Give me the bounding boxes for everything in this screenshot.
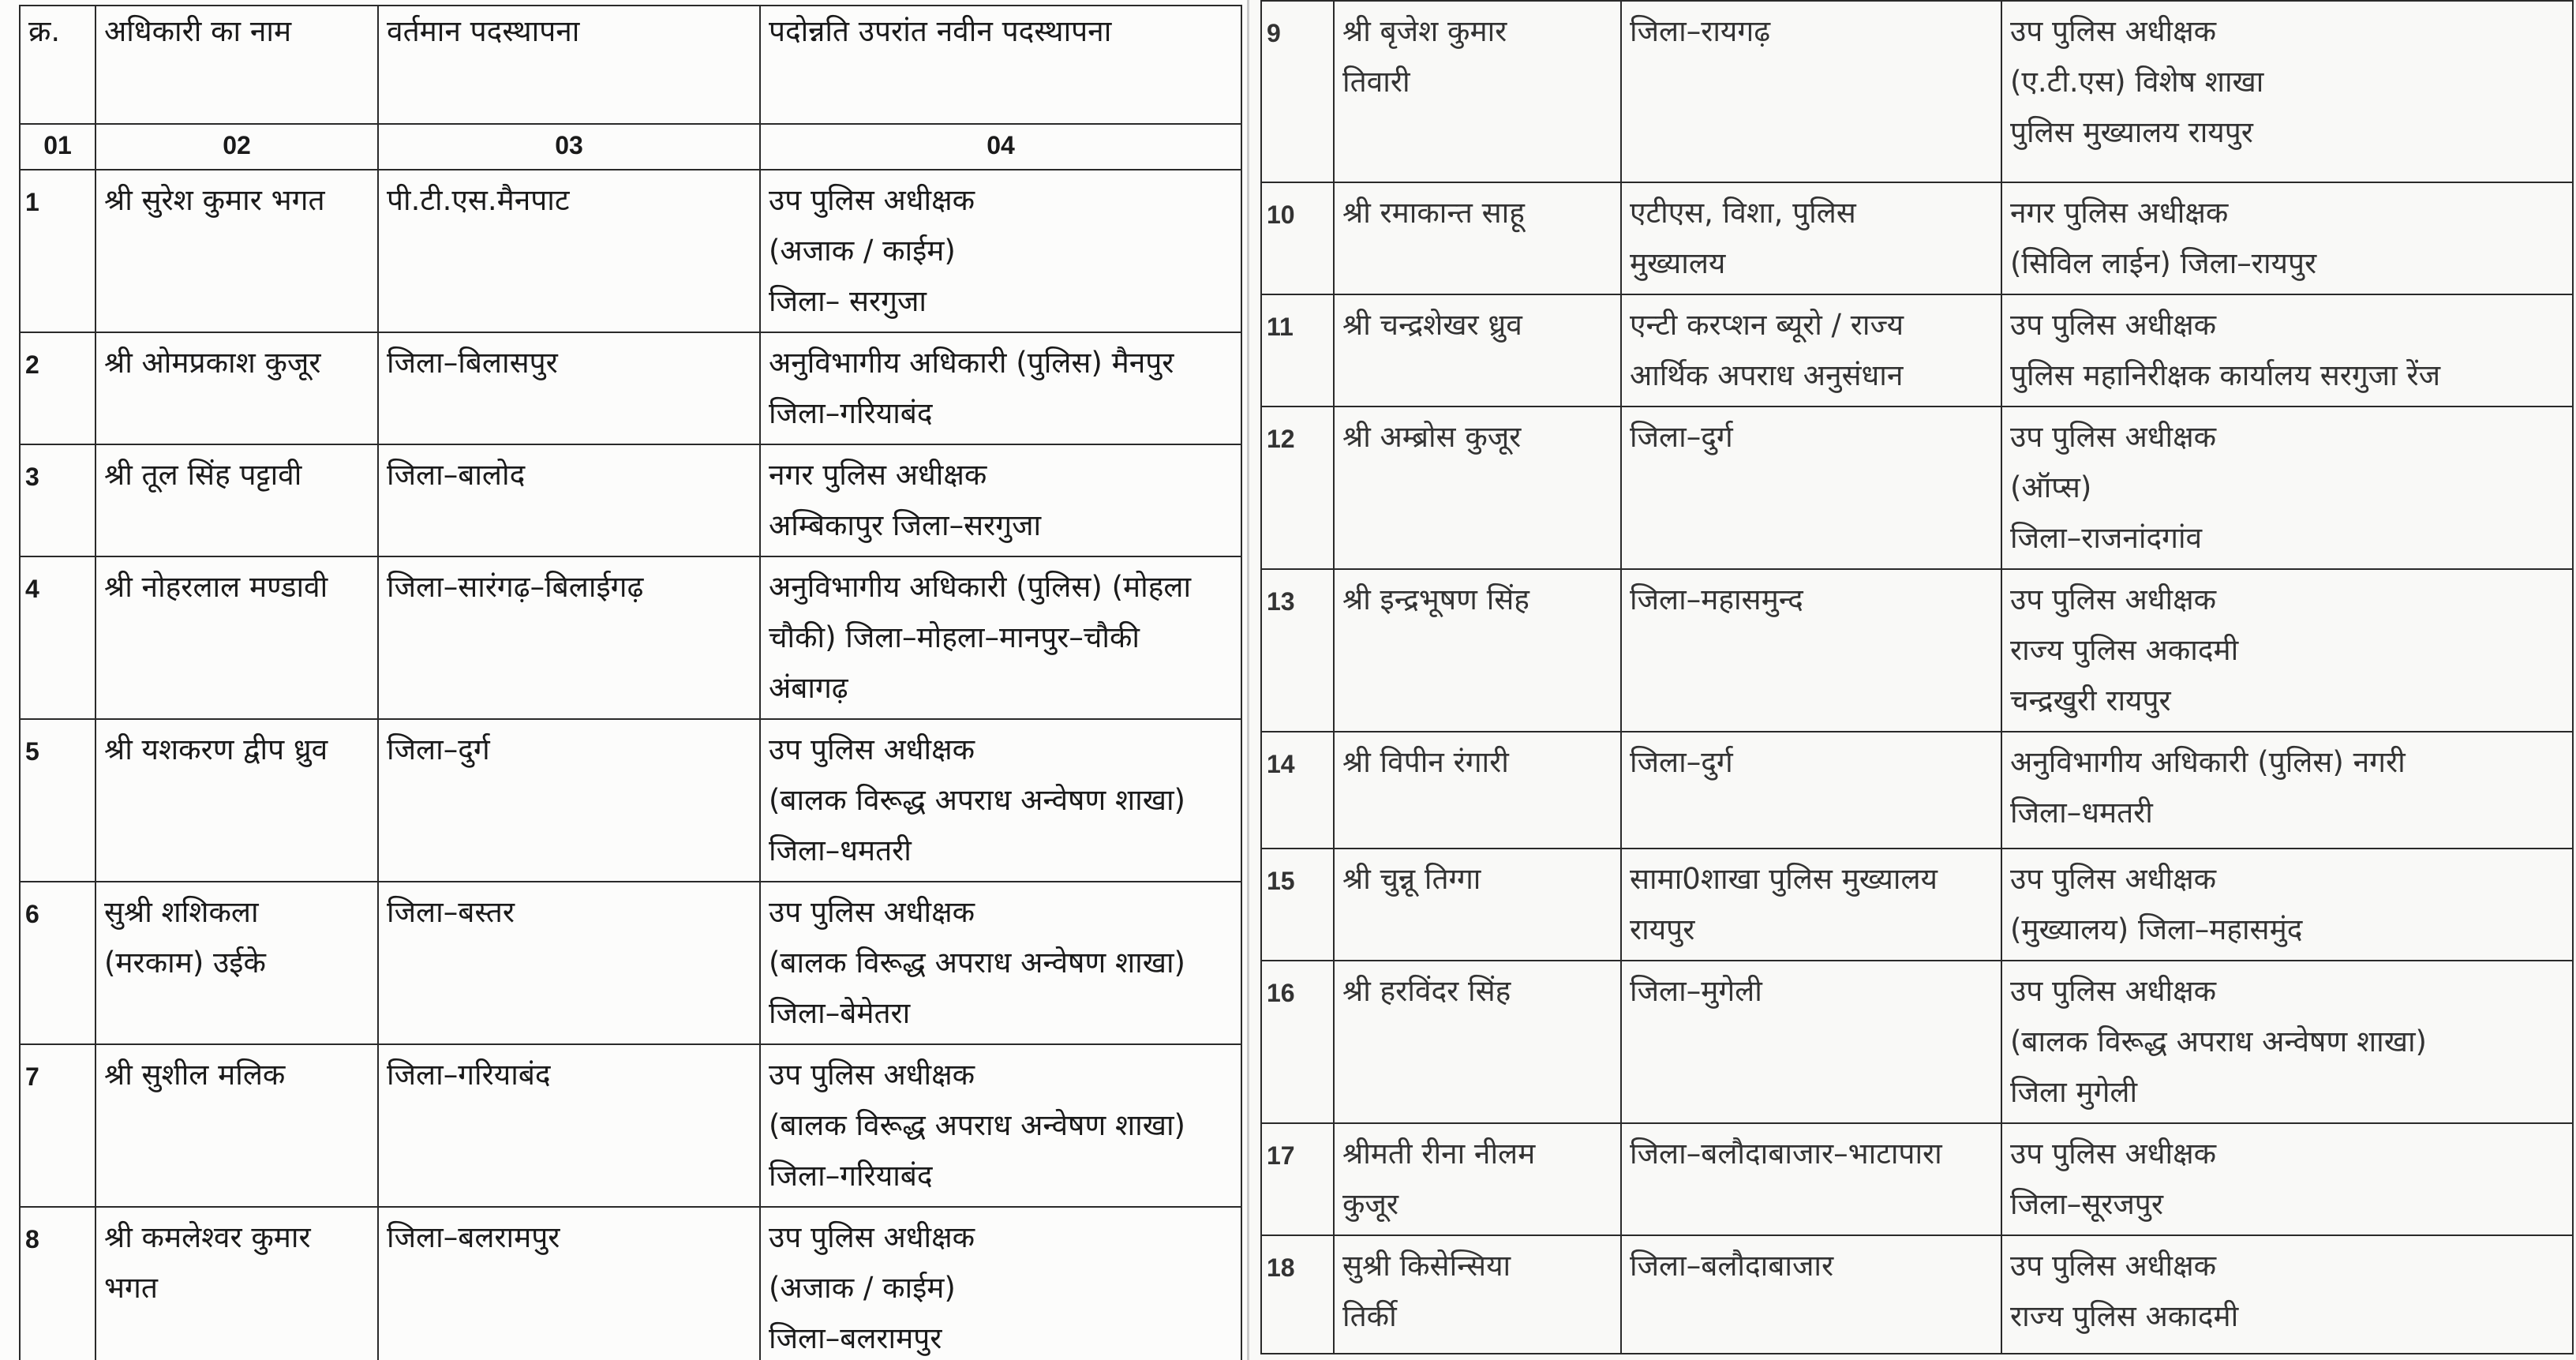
promotion-table-right bbox=[1260, 0, 2574, 1354]
officer-name-line: श्री नोहरलाल मण्डावी bbox=[104, 570, 328, 604]
officer-name-line: श्रीमती रीना नीलम bbox=[1342, 1137, 1536, 1171]
current-posting bbox=[1621, 961, 2001, 1123]
current-posting bbox=[1621, 569, 2001, 732]
header-serial: क्र. bbox=[20, 6, 95, 124]
table-row bbox=[1261, 849, 2573, 961]
current-posting bbox=[378, 719, 760, 882]
table-row bbox=[20, 170, 1241, 332]
new-posting-line: जिला–बेमेतरा bbox=[769, 996, 911, 1030]
current-posting-line: जिला–महासमुन्द bbox=[1630, 583, 1803, 616]
serial-number: 9 bbox=[1261, 1, 1334, 182]
new-posting bbox=[760, 882, 1241, 1044]
serial-number: 7 bbox=[20, 1044, 95, 1207]
new-posting-line: जिला–गरियाबंद bbox=[769, 1159, 933, 1193]
new-posting-line: उप पुलिस अधीक्षक bbox=[2010, 974, 2217, 1008]
new-posting-line: (बालक विरूद्ध अपराध अन्वेषण शाखा) bbox=[769, 946, 1185, 980]
table-row bbox=[20, 1207, 1241, 1360]
officer-name-line: श्री विपीन रंगारी bbox=[1342, 745, 1509, 779]
officer-name-line: श्री ओमप्रकाश कुजूर bbox=[104, 346, 321, 380]
header-row bbox=[20, 6, 1241, 124]
new-posting-line: अनुविभागीय अधिकारी (पुलिस) मैनपुर bbox=[769, 346, 1174, 380]
current-posting-line: एटीएस, विशा, पुलिस bbox=[1630, 196, 1856, 230]
current-posting-line: जिला–रायगढ़ bbox=[1630, 14, 1771, 48]
officer-name-line: श्री चुन्नू तिग्गा bbox=[1342, 862, 1481, 896]
officer-name-line: तिर्की bbox=[1342, 1299, 1397, 1333]
table-row bbox=[1261, 294, 2573, 407]
current-posting-line: जिला–बस्तर bbox=[387, 895, 515, 929]
header-new-posting: पदोन्नति उपरांत नवीन पदस्थापना bbox=[760, 6, 1241, 124]
table-row bbox=[20, 882, 1241, 1044]
serial-number: 5 bbox=[20, 719, 95, 882]
new-posting-line: पुलिस महानिरीक्षक कार्यालय सरगुजा रेंज bbox=[2010, 358, 2441, 392]
new-posting-line: उप पुलिस अधीक्षक bbox=[769, 732, 975, 766]
officer-name bbox=[1334, 294, 1621, 407]
officer-name-line: कुजूर bbox=[1342, 1187, 1399, 1221]
code-01: 01 bbox=[20, 124, 95, 170]
new-posting bbox=[760, 1207, 1241, 1360]
current-posting-line: जिला–बलरामपुर bbox=[387, 1220, 560, 1254]
header-current-posting: वर्तमान पदस्थापना bbox=[378, 6, 760, 124]
officer-name bbox=[95, 882, 378, 1044]
new-posting-line: जिला–राजनांदगांव bbox=[2010, 521, 2203, 555]
officer-name bbox=[1334, 961, 1621, 1123]
serial-number: 4 bbox=[20, 556, 95, 719]
new-posting-line: (ए.टी.एस) विशेष शाखा bbox=[2010, 65, 2264, 99]
current-posting bbox=[378, 170, 760, 332]
officer-name-line: श्री यशकरण द्वीप ध्रुव bbox=[104, 732, 328, 766]
new-posting-line: (अजाक / काईम) bbox=[769, 234, 956, 268]
new-posting bbox=[2001, 961, 2573, 1123]
officer-name bbox=[95, 719, 378, 882]
current-posting-line: जिला–बलौदाबाजार bbox=[1630, 1249, 1834, 1283]
officer-name bbox=[1334, 1235, 1621, 1354]
new-posting-line: उप पुलिस अधीक्षक bbox=[769, 183, 975, 217]
officer-name bbox=[1334, 1, 1621, 182]
officer-name-line: भगत bbox=[104, 1271, 158, 1305]
serial-number: 13 bbox=[1261, 569, 1334, 732]
current-posting bbox=[1621, 1, 2001, 182]
table-row bbox=[1261, 182, 2573, 294]
new-posting-line: (बालक विरूद्ध अपराध अन्वेषण शाखा) bbox=[2010, 1025, 2427, 1058]
new-posting-line: पुलिस मुख्यालय रायपुर bbox=[2010, 115, 2253, 149]
officer-name bbox=[95, 1044, 378, 1207]
new-posting-line: अनुविभागीय अधिकारी (पुलिस) (मोहला bbox=[769, 570, 1192, 604]
serial-number: 15 bbox=[1261, 849, 1334, 961]
officer-name bbox=[1334, 569, 1621, 732]
current-posting bbox=[1621, 732, 2001, 849]
new-posting-line: चौकी) जिला–मोहला–मानपुर–चौकी bbox=[769, 620, 1140, 654]
new-posting-line: (बालक विरूद्ध अपराध अन्वेषण शाखा) bbox=[769, 783, 1185, 817]
current-posting bbox=[1621, 1123, 2001, 1235]
new-posting-line: जिला–बलरामपुर bbox=[769, 1321, 942, 1355]
current-posting-line: जिला–मुगेली bbox=[1630, 974, 1762, 1008]
table-row bbox=[20, 719, 1241, 882]
officer-name-line: श्री अम्ब्रोस कुजूर bbox=[1342, 420, 1522, 454]
current-posting bbox=[378, 1207, 760, 1360]
officer-name-line: सुश्री शशिकला bbox=[104, 895, 259, 929]
officer-name-line: श्री सुरेश कुमार भगत bbox=[104, 183, 325, 217]
current-posting-line: जिला–गरियाबंद bbox=[387, 1058, 551, 1092]
current-posting-line: जिला–बलौदाबाजार–भाटापारा bbox=[1630, 1137, 1942, 1171]
current-posting-line: जिला–बिलासपुर bbox=[387, 346, 558, 380]
new-posting-line: जिला–गरियाबंद bbox=[769, 396, 933, 430]
serial-number: 3 bbox=[20, 444, 95, 556]
current-posting bbox=[378, 332, 760, 444]
current-posting-line: जिला–बालोद bbox=[387, 458, 526, 492]
left-page bbox=[0, 0, 1247, 1360]
new-posting-line: नगर पुलिस अधीक्षक bbox=[2010, 196, 2229, 230]
new-posting-line: जिला–धमतरी bbox=[769, 834, 912, 867]
new-posting bbox=[760, 332, 1241, 444]
table-row bbox=[1261, 961, 2573, 1123]
officer-name-line: श्री चन्द्रशेखर ध्रुव bbox=[1342, 308, 1522, 342]
new-posting-line: जिला– सरगुजा bbox=[769, 284, 927, 318]
table-row bbox=[1261, 1, 2573, 182]
serial-number: 2 bbox=[20, 332, 95, 444]
current-posting-line: सामा0शाखा पुलिस मुख्यालय bbox=[1630, 862, 1938, 896]
new-posting bbox=[760, 719, 1241, 882]
new-posting-line: अंबागढ़ bbox=[769, 671, 848, 705]
officer-name bbox=[95, 170, 378, 332]
current-posting bbox=[378, 556, 760, 719]
table-row bbox=[20, 1044, 1241, 1207]
new-posting bbox=[760, 444, 1241, 556]
new-posting-line: उप पुलिस अधीक्षक bbox=[2010, 14, 2217, 48]
officer-name-line: तिवारी bbox=[1342, 65, 1410, 99]
new-posting-line: (सिविल लाईन) जिला–रायपुर bbox=[2010, 246, 2317, 280]
new-posting bbox=[2001, 294, 2573, 407]
new-posting bbox=[2001, 849, 2573, 961]
new-posting-line: (अजाक / काईम) bbox=[769, 1271, 956, 1305]
serial-number: 6 bbox=[20, 882, 95, 1044]
new-posting bbox=[2001, 407, 2573, 569]
serial-number: 16 bbox=[1261, 961, 1334, 1123]
current-posting bbox=[1621, 407, 2001, 569]
new-posting-line: अम्बिकापुर जिला–सरगुजा bbox=[769, 508, 1042, 542]
header-officer-name: अधिकारी का नाम bbox=[95, 6, 378, 124]
serial-number: 10 bbox=[1261, 182, 1334, 294]
table-row bbox=[1261, 1123, 2573, 1235]
new-posting-line: जिला–सूरजपुर bbox=[2010, 1187, 2163, 1221]
serial-number: 14 bbox=[1261, 732, 1334, 849]
current-posting-line: एन्टी करप्शन ब्यूरो / राज्य bbox=[1630, 308, 1904, 342]
officer-name bbox=[1334, 1123, 1621, 1235]
table-row bbox=[20, 332, 1241, 444]
new-posting bbox=[2001, 569, 2573, 732]
officer-name-line: सुश्री किसेन्सिया bbox=[1342, 1249, 1511, 1283]
new-posting-line: जिला मुगेली bbox=[2010, 1075, 2138, 1109]
officer-name bbox=[1334, 407, 1621, 569]
officer-name bbox=[1334, 182, 1621, 294]
new-posting bbox=[2001, 1235, 2573, 1354]
officer-name-line: श्री बृजेश कुमार bbox=[1342, 14, 1507, 48]
current-posting-line: पी.टी.एस.मैनपाट bbox=[387, 183, 570, 217]
code-03: 03 bbox=[378, 124, 760, 170]
table-row bbox=[20, 556, 1241, 719]
officer-name-line: श्री तूल सिंह पट्टावी bbox=[104, 458, 302, 492]
officer-name-line: श्री सुशील मलिक bbox=[104, 1058, 286, 1092]
new-posting-line: जिला–धमतरी bbox=[2010, 796, 2153, 830]
officer-name bbox=[1334, 732, 1621, 849]
new-posting-line: उप पुलिस अधीक्षक bbox=[769, 895, 975, 929]
officer-name bbox=[95, 444, 378, 556]
serial-number: 18 bbox=[1261, 1235, 1334, 1354]
new-posting-line: उप पुलिस अधीक्षक bbox=[2010, 1249, 2217, 1283]
new-posting-line: उप पुलिस अधीक्षक bbox=[2010, 862, 2217, 896]
new-posting-line: चन्द्रखुरी रायपुर bbox=[2010, 684, 2171, 717]
serial-number: 11 bbox=[1261, 294, 1334, 407]
officer-name-line: श्री हरविंदर सिंह bbox=[1342, 974, 1511, 1008]
current-posting-line: मुख्यालय bbox=[1630, 246, 1726, 280]
code-02: 02 bbox=[95, 124, 378, 170]
new-posting-line: राज्य पुलिस अकादमी bbox=[2010, 633, 2239, 667]
table-row bbox=[1261, 569, 2573, 732]
new-posting-line: उप पुलिस अधीक्षक bbox=[2010, 420, 2217, 454]
new-posting bbox=[2001, 732, 2573, 849]
officer-name bbox=[95, 556, 378, 719]
serial-number: 12 bbox=[1261, 407, 1334, 569]
current-posting-line: जिला–सारंगढ़–बिलाईगढ़ bbox=[387, 570, 644, 604]
table-row bbox=[1261, 732, 2573, 849]
serial-number: 17 bbox=[1261, 1123, 1334, 1235]
current-posting-line: जिला–दुर्ग bbox=[1630, 420, 1733, 454]
new-posting-line: (मुख्यालय) जिला–महासमुंद bbox=[2010, 912, 2303, 946]
current-posting bbox=[378, 444, 760, 556]
new-posting-line: उप पुलिस अधीक्षक bbox=[2010, 1137, 2217, 1171]
current-posting-line: रायपुर bbox=[1630, 912, 1695, 946]
new-posting bbox=[760, 556, 1241, 719]
new-posting bbox=[760, 1044, 1241, 1207]
current-posting bbox=[1621, 294, 2001, 407]
new-posting-line: उप पुलिस अधीक्षक bbox=[2010, 583, 2217, 616]
current-posting-line: जिला–दुर्ग bbox=[1630, 745, 1733, 779]
new-posting-line: राज्य पुलिस अकादमी bbox=[2010, 1299, 2239, 1333]
table-row bbox=[20, 444, 1241, 556]
new-posting-line: (ऑप्स) bbox=[2010, 470, 2092, 504]
serial-number: 1 bbox=[20, 170, 95, 332]
new-posting-line: उप पुलिस अधीक्षक bbox=[769, 1220, 975, 1254]
officer-name-line: श्री रमाकान्त साहू bbox=[1342, 196, 1525, 230]
table-row bbox=[1261, 407, 2573, 569]
serial-number: 8 bbox=[20, 1207, 95, 1360]
current-posting bbox=[378, 1044, 760, 1207]
new-posting bbox=[2001, 1, 2573, 182]
code-04: 04 bbox=[760, 124, 1241, 170]
officer-name bbox=[1334, 849, 1621, 961]
code-row bbox=[20, 124, 1241, 170]
current-posting bbox=[1621, 1235, 2001, 1354]
officer-name-line: श्री कमलेश्वर कुमार bbox=[104, 1220, 311, 1254]
officer-name bbox=[95, 1207, 378, 1360]
current-posting-line: आर्थिक अपराध अनुसंधान bbox=[1630, 358, 1904, 392]
new-posting-line: अनुविभागीय अधिकारी (पुलिस) नगरी bbox=[2010, 745, 2406, 779]
new-posting-line: उप पुलिस अधीक्षक bbox=[769, 1058, 975, 1092]
new-posting bbox=[2001, 1123, 2573, 1235]
current-posting bbox=[1621, 182, 2001, 294]
new-posting-line: नगर पुलिस अधीक्षक bbox=[769, 458, 987, 492]
table-row bbox=[1261, 1235, 2573, 1354]
officer-name-line: श्री इन्द्रभूषण सिंह bbox=[1342, 583, 1530, 616]
promotion-table-left bbox=[19, 5, 1242, 1360]
new-posting-line: उप पुलिस अधीक्षक bbox=[2010, 308, 2217, 342]
new-posting bbox=[760, 170, 1241, 332]
officer-name bbox=[95, 332, 378, 444]
new-posting bbox=[2001, 182, 2573, 294]
current-posting-line: जिला–दुर्ग bbox=[387, 732, 490, 766]
current-posting bbox=[1621, 849, 2001, 961]
current-posting bbox=[378, 882, 760, 1044]
right-page bbox=[1247, 0, 2576, 1360]
officer-name-line: (मरकाम) उईके bbox=[104, 946, 266, 980]
new-posting-line: (बालक विरूद्ध अपराध अन्वेषण शाखा) bbox=[769, 1108, 1185, 1142]
